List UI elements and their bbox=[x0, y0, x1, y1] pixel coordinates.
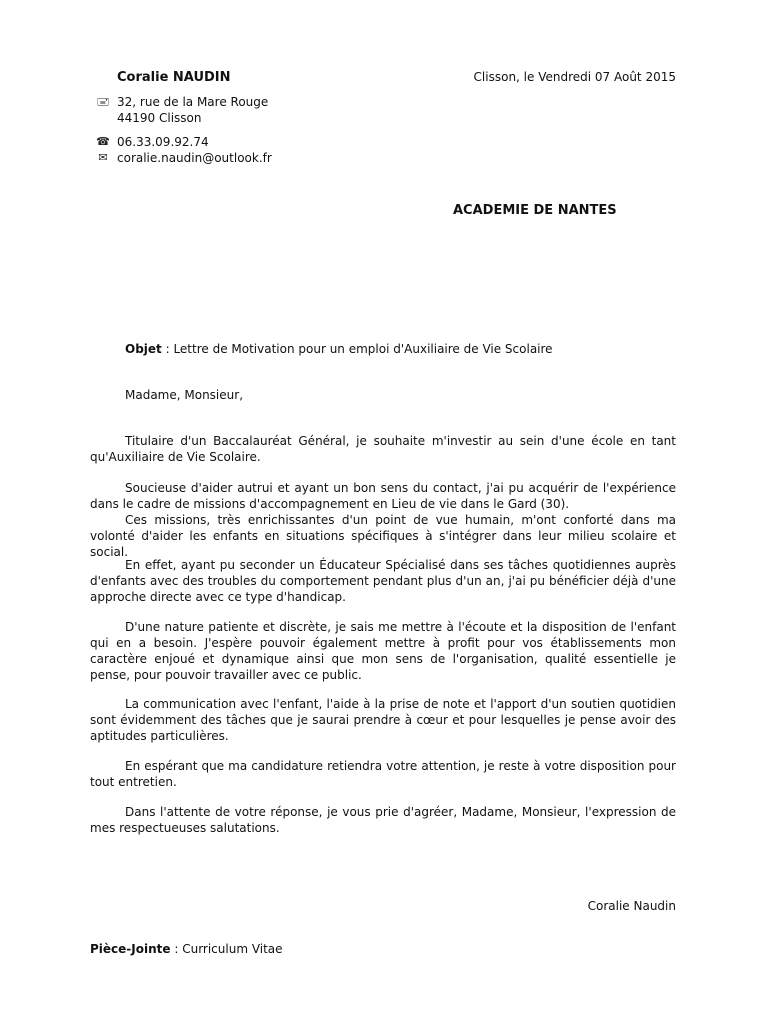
paragraph: Ces missions, très enrichissantes d'un point de vue humain, m'ont conforté dans ma volonté d'aider les enfants en situations spécifiques à s'intégrer dans leur milieu scolaire et social. bbox=[90, 513, 676, 559]
attachment-label: Pièce-Jointe bbox=[90, 942, 171, 956]
paragraph-8-block bbox=[90, 804, 676, 836]
subject-text: : Lettre de Motivation pour un emploi d'Auxiliaire de Vie Scolaire bbox=[161, 342, 553, 356]
paragraph: Soucieuse d'aider autrui et ayant un bon sens du contact, j'ai pu acquérir de l'expérience dans le cadre de missions d'accompagnement en Lieu de vie dans le Gard (30). bbox=[90, 481, 676, 511]
paragraph: Dans l'attente de votre réponse, je vous prie d'agréer, Madame, Monsieur, l'expression de mes respectueuses salutations. bbox=[90, 805, 676, 835]
paragraph-5-block bbox=[90, 619, 676, 683]
sender-address-line2: 44190 Clisson bbox=[117, 111, 202, 125]
sender-address-line1: 32, rue de la Mare Rouge bbox=[117, 95, 269, 109]
sender-phone: 06.33.09.92.74 bbox=[117, 135, 209, 149]
mail-icon: ✉ bbox=[98, 151, 108, 164]
paragraph-1-block bbox=[90, 433, 676, 465]
paragraph-2-block bbox=[90, 480, 676, 560]
subject-line bbox=[125, 341, 553, 357]
paragraph-6-block bbox=[90, 696, 676, 744]
recipient: ACADEMIE DE NANTES bbox=[453, 203, 617, 218]
salutation: Madame, Monsieur, bbox=[125, 388, 244, 402]
attachment-line bbox=[90, 941, 283, 957]
paragraph: La communication avec l'enfant, l'aide à la prise de note et l'apport d'un soutien quotidien sont évidemment des tâches que je saurai prendre à cœur et pour lesquelles je pense avoir des aptitudes particulières. bbox=[90, 697, 676, 743]
signature: Coralie Naudin bbox=[587, 899, 676, 913]
address-icon: 🖃 bbox=[96, 95, 110, 108]
telephone-icon: ☎ bbox=[96, 135, 110, 148]
letter-date: Clisson, le Vendredi 07 Août 2015 bbox=[473, 70, 676, 84]
paragraph-7-block bbox=[90, 758, 676, 790]
subject-label: Objet bbox=[125, 342, 162, 356]
paragraph: Titulaire d'un Baccalauréat Général, je souhaite m'investir au sein d'une école en tant qu'Auxiliaire de Vie Scolaire. bbox=[90, 434, 676, 464]
paragraph: En effet, ayant pu seconder un Éducateur Spécialisé dans ses tâches quotidiennes auprès d'enfants avec des troubles du comportement pendant plus d'un an, j'ai pu bénéficier déjà d'une approche directe avec ce type d'handicap. bbox=[90, 558, 676, 604]
sender-email: coralie.naudin@outlook.fr bbox=[117, 151, 272, 165]
paragraph-4-block bbox=[90, 557, 676, 605]
attachment-text: : Curriculum Vitae bbox=[170, 942, 283, 956]
paragraph: D'une nature patiente et discrète, je sais me mettre à l'écoute et la disposition de l'enfant qui en a besoin. J'espère pouvoir également mettre à profit pour vos établissements mon caractère enjoué et dynamique ainsi que mon sens de l'organisation, qualité essentielle je pense, pour pouvoir travailler avec ce public. bbox=[90, 620, 676, 682]
paragraph: En espérant que ma candidature retiendra votre attention, je reste à votre disposition pour tout entretien. bbox=[90, 759, 676, 789]
sender-name: Coralie NAUDIN bbox=[117, 70, 231, 85]
